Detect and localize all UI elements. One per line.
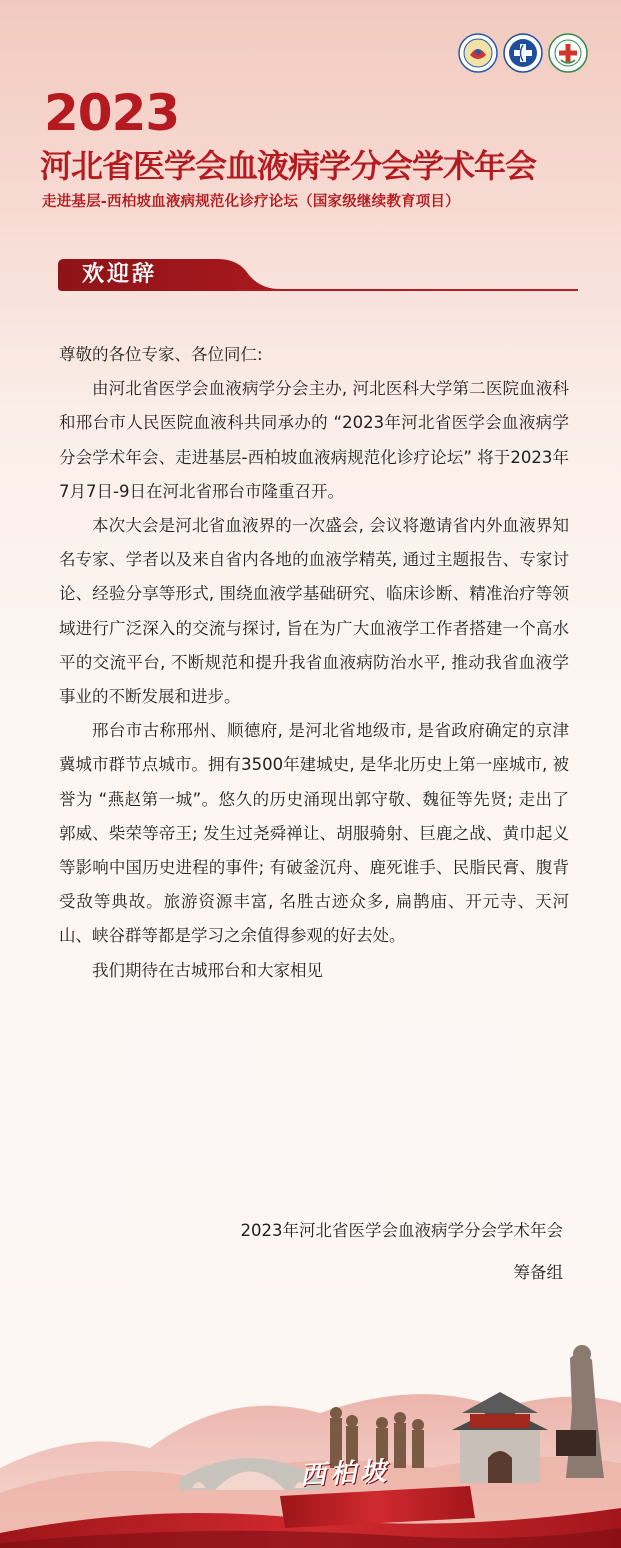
medical-association-logo-icon [503,33,543,73]
section-title: 欢迎辞 [82,262,158,287]
landmark-illustration [0,1318,621,1548]
signature-block [241,1210,564,1294]
landmark-banner-text: 西柏坡 [299,1456,391,1492]
letter-paragraph: 我们期待在古城邢台和大家相见 [92,960,323,980]
letter-paragraph: 邢台市古称邢州、顺德府, 是河北省地级市, 是省政府确定的京津冀城市群节点城市。拥有3500年建城史, 是华北历史上第一座城市, 被誉为 “燕赵第一城”。悠久的历史涌现出郭守敬、魏征等先贤; 走出了郭威、柴荣等帝王; 发生过尧舜禅让、胡服骑射、巨鹿之战、黄巾起义等影响中国历史进程的事件; 有破釜沉舟、鹿死谁手、民脂民膏、腹背受敌等典故。旅游资源丰富, 名胜古迹众多, 扁鹊庙、开元寺、天河山、峡谷群等都是学习之余值得参观的好去处。 [59,721,569,946]
hospital-logo-2-icon [548,33,588,73]
logo-group [458,33,588,73]
section-header [58,257,578,293]
letter-paragraph: 本次大会是河北省血液界的一次盛会, 会议将邀请省内外血液界知名专家、学者以及来自省内各地的血液学精英, 通过主题报告、专家讨论、经验分享等形式, 围绕血液学基础研究、临床诊断、精准治疗等领域进行广泛深入的交流与探讨, 旨在为广大血液学工作者搭建一个高水平的交流平台, 不断规范和提升我省血液病防治水平, 推动我省血液学事业的不断发展和进步。 [59,516,569,707]
letter-paragraph: 由河北省医学会血液病学分会主办, 河北医科大学第二医院血液科和邢台市人民医院血液科共同承办的 “2023年河北省医学会血液病学分会学术年会、走进基层-西柏坡血液病规范化诊疗论坛” 将于2023年7月7日-9日在河北省邢台市隆重召开。 [59,379,569,501]
event-year: 2023 [44,84,180,142]
letter-greeting: 尊敬的各位专家、各位同仁: [59,345,263,364]
signature-organizer: 2023年河北省医学会血液病学分会学术年会 [240,1221,563,1240]
event-title: 河北省医学会血液病学分会学术年会 [40,147,537,185]
signature-group: 筹备组 [513,1263,563,1282]
hospital-logo-1-icon [458,33,498,73]
welcome-letter [59,338,569,988]
event-subtitle: 走进基层-西柏坡血液病规范化诊疗论坛（国家级继续教育项目） [42,194,460,210]
